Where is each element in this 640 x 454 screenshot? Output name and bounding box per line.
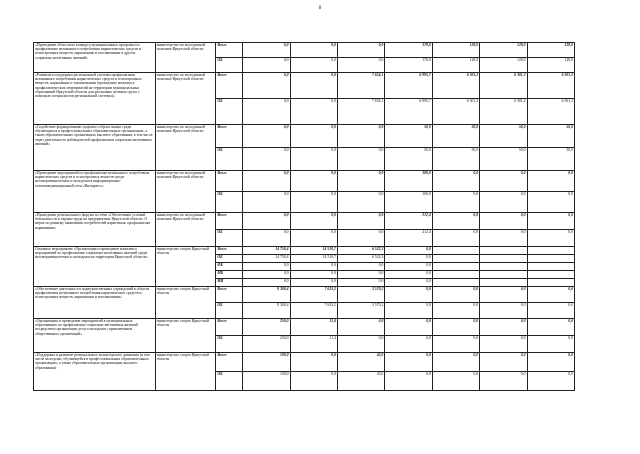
- amount-cell: 50,0: [385, 148, 432, 171]
- amount-cell: 0,0: [527, 230, 574, 247]
- amount-cell: 0,0: [337, 192, 384, 213]
- funding-source-cell: Всего: [216, 43, 243, 58]
- amount-cell: 0,0: [243, 192, 290, 213]
- amount-cell: 128,0: [527, 58, 574, 73]
- amount-cell: 14 750,4: [243, 247, 290, 255]
- amount-cell: 0,0: [527, 353, 574, 372]
- amount-cell: 50,0: [527, 125, 574, 148]
- amount-cell: 0,0: [480, 287, 527, 303]
- amount-cell: 0,0: [290, 192, 337, 213]
- amount-cell: 0,0: [290, 213, 337, 230]
- funding-source-cell: Всего: [216, 171, 243, 192]
- funding-source-cell: Всего: [216, 353, 243, 372]
- amount-cell: 0,0: [337, 271, 384, 279]
- program-name-cell: «Организация и проведение мероприятий в муниципальных образованиях по профилактике социально-негативных явлений посредством организации досуга молодежи с привлечением общественных организаций»: [34, 319, 156, 353]
- amount-cell: 128,0: [480, 43, 527, 58]
- amount-cell: 100,0: [243, 353, 290, 372]
- amount-cell: 0,0: [243, 279, 290, 287]
- amount-cell: 0,0: [432, 213, 479, 230]
- amount-cell: 212,4: [385, 213, 432, 230]
- executor-cell: министерство спорта Иркутской области: [155, 287, 216, 319]
- funding-source-cell: Всего: [216, 73, 243, 99]
- amount-cell: [527, 271, 574, 279]
- executor-cell: министерство по молодежной политике Иркутской области: [155, 43, 216, 73]
- amount-cell: 0,0: [290, 148, 337, 171]
- amount-cell: 0,0: [243, 73, 290, 99]
- amount-cell: [480, 255, 527, 263]
- amount-cell: 6 522,3: [337, 247, 384, 255]
- amount-cell: 128,0: [480, 58, 527, 73]
- amount-cell: [432, 247, 479, 255]
- amount-cell: 0,0: [527, 192, 574, 213]
- amount-cell: 0,0: [432, 230, 479, 247]
- amount-cell: 0,0: [337, 230, 384, 247]
- program-name-cell: «Проведение регионального форума по теме «Обеспечение условий безопасности и охраны труда на предприятиях Иркутской области. О мерах по раннему выявлению потребителей наркотиков, профилактике наркомании»: [34, 213, 156, 247]
- amount-cell: 0,0: [243, 58, 290, 73]
- table-row: [34, 319, 575, 336]
- program-name-cell: «Содействие формированию здорового образа жизни среди обучающихся в профессиональных образовательных организациях, а также образовательных организациях высшего образования, в том числе через деятельность наблюдателей профилактики социально-негативных явлений»: [34, 125, 156, 171]
- amount-cell: 6 301,2: [432, 73, 479, 99]
- amount-cell: 0,0: [480, 192, 527, 213]
- amount-cell: 178,0: [385, 58, 432, 73]
- funding-source-cell: Всего: [216, 287, 243, 303]
- program-name-cell: «Поддержка и развитие регионального волонтерского движения (в том числе молодежи, обучающейся в профессиональных образовательных организациях, а также образовательных организациях высшего образования): [34, 353, 156, 391]
- amount-cell: 0,0: [432, 192, 479, 213]
- amount-cell: 0,0: [337, 263, 384, 271]
- table-row: [34, 353, 575, 372]
- funding-source-cell: ОБ: [216, 336, 243, 353]
- amount-cell: 0,0: [432, 336, 479, 353]
- amount-cell: 250,0: [243, 336, 290, 353]
- amount-cell: [432, 263, 479, 271]
- amount-cell: 6 522,3: [337, 255, 384, 263]
- executor-cell: министерство спорта Иркутской области: [155, 353, 216, 391]
- amount-cell: 0,0: [480, 336, 527, 353]
- amount-cell: 0,0: [432, 372, 479, 391]
- funding-source-cell: ОБ: [216, 58, 243, 73]
- table-row: [34, 213, 575, 230]
- amount-cell: 0,0: [385, 263, 432, 271]
- amount-cell: 0,0: [337, 43, 384, 58]
- funding-source-cell: Всего: [216, 213, 243, 230]
- amount-cell: 0,0: [385, 287, 432, 303]
- amount-cell: 45,0: [337, 372, 384, 391]
- amount-cell: 50,0: [480, 125, 527, 148]
- amount-cell: 0,0: [480, 230, 527, 247]
- program-name-cell: «Проведение мероприятий по профилактике незаконного потребления наркотических средств и психотропных веществ среди несовершеннолетних и молодежи в информационно-телекоммуникационной сети «Интернет»»: [34, 171, 156, 213]
- amount-cell: 0,0: [480, 353, 527, 372]
- amount-cell: 250,0: [243, 319, 290, 336]
- amount-cell: 0,0: [432, 287, 479, 303]
- amount-cell: 50,0: [385, 125, 432, 148]
- table-row: [34, 43, 575, 58]
- amount-cell: 6 301,2: [480, 99, 527, 125]
- funding-source-cell: ФБ: [216, 263, 243, 271]
- amount-cell: 45,0: [337, 353, 384, 372]
- amount-cell: 0,0: [385, 353, 432, 372]
- executor-cell: министерство по молодежной политике Иркутской области: [155, 73, 216, 125]
- amount-cell: 0,0: [337, 58, 384, 73]
- program-name-cell: Основное мероприятие «Организация и проведение комплекса мероприятий по профилактике социально-негативных явлений среди несовершеннолетних и молодежи на территории Иркутской области»: [34, 247, 156, 287]
- funding-source-cell: ОБ: [216, 372, 243, 391]
- amount-cell: 0,0: [243, 43, 290, 58]
- funding-source-cell: МБ: [216, 271, 243, 279]
- amount-cell: 100,0: [243, 372, 290, 391]
- amount-cell: [432, 271, 479, 279]
- executor-cell: министерство по молодежной политике Иркутской области: [155, 171, 216, 213]
- amount-cell: [480, 247, 527, 255]
- amount-cell: 0,0: [290, 230, 337, 247]
- amount-cell: 0,0: [290, 372, 337, 391]
- table-row: [34, 171, 575, 192]
- amount-cell: [527, 247, 574, 255]
- amount-cell: 0,0: [527, 319, 574, 336]
- amount-cell: 7 654,1: [337, 73, 384, 99]
- funding-source-cell: ОБ: [216, 148, 243, 171]
- amount-cell: 6 995,7: [385, 73, 432, 99]
- amount-cell: 11,4: [290, 319, 337, 336]
- amount-cell: 0,0: [527, 287, 574, 303]
- amount-cell: 0,0: [337, 171, 384, 192]
- table-row: [34, 125, 575, 148]
- amount-cell: 6 995,7: [385, 99, 432, 125]
- program-name-cell: «Проведение областного конкурса муниципальных программ по профилактике незаконного потребления наркотических средств и психотропных веществ, наркомании и токсикомании и других социально-негативных явлений»: [34, 43, 156, 73]
- amount-cell: 0,0: [243, 263, 290, 271]
- amount-cell: 7 633,2: [290, 287, 337, 303]
- amount-cell: [432, 255, 479, 263]
- amount-cell: 0,0: [290, 73, 337, 99]
- amount-cell: 0,0: [527, 213, 574, 230]
- amount-cell: 0,0: [290, 171, 337, 192]
- table-row: [34, 247, 575, 255]
- amount-cell: 3 570,2: [337, 287, 384, 303]
- amount-cell: 0,0: [480, 213, 527, 230]
- table-row: [34, 73, 575, 99]
- amount-cell: 0,0: [432, 171, 479, 192]
- amount-cell: 100,0: [385, 192, 432, 213]
- amount-cell: 0,0: [337, 336, 384, 353]
- amount-cell: 0,0: [385, 336, 432, 353]
- amount-cell: 0,0: [337, 319, 384, 336]
- executor-cell: министерство спорта Иркутской области: [155, 247, 216, 287]
- amount-cell: 0,0: [243, 230, 290, 247]
- amount-cell: 0,0: [290, 43, 337, 58]
- amount-cell: 6 301,2: [432, 99, 479, 125]
- amount-cell: 7 633,2: [290, 303, 337, 319]
- amount-cell: 14 510,7: [290, 247, 337, 255]
- funding-source-cell: Всего: [216, 247, 243, 255]
- amount-cell: 0,0: [385, 247, 432, 255]
- amount-cell: 0,0: [527, 372, 574, 391]
- amount-cell: 0,0: [243, 213, 290, 230]
- funding-source-cell: Всего: [216, 125, 243, 148]
- amount-cell: 0,0: [290, 125, 337, 148]
- amount-cell: 3 570,2: [337, 303, 384, 319]
- amount-cell: [527, 279, 574, 287]
- amount-cell: 0,0: [337, 213, 384, 230]
- amount-cell: 0,0: [243, 99, 290, 125]
- funding-source-cell: Всего: [216, 319, 243, 336]
- amount-cell: 0,0: [480, 372, 527, 391]
- amount-cell: [527, 255, 574, 263]
- program-name-cell: «Развитие и поддержка региональной системы профилактики незаконного потребления наркотических средств и психотропных веществ, наркомании и токсикомании (проведение комплекса профилактических мероприятий на территории муниципальных образований Иркутской области для различных целевых групп с помощью специалистов региональной системы)»: [34, 73, 156, 125]
- funding-source-cell: ОБ: [216, 99, 243, 125]
- amount-cell: 50,0: [432, 148, 479, 171]
- amount-cell: 8 300,4: [243, 287, 290, 303]
- amount-cell: [527, 263, 574, 271]
- amount-cell: 0,0: [527, 171, 574, 192]
- amount-cell: 0,0: [385, 303, 432, 319]
- amount-cell: 0,0: [243, 271, 290, 279]
- amount-cell: 50,0: [432, 125, 479, 148]
- funding-source-cell: ОБ: [216, 192, 243, 213]
- amount-cell: 0,0: [243, 125, 290, 148]
- amount-cell: 128,0: [527, 43, 574, 58]
- amount-cell: [432, 279, 479, 287]
- amount-cell: 14 750,4: [243, 255, 290, 263]
- executor-cell: министерство спорта Иркутской области: [155, 319, 216, 353]
- amount-cell: 0,0: [337, 279, 384, 287]
- amount-cell: 100,0: [385, 171, 432, 192]
- amount-cell: 0,0: [290, 263, 337, 271]
- amount-cell: 50,0: [527, 148, 574, 171]
- budget-table: [33, 42, 575, 391]
- amount-cell: 0,0: [432, 303, 479, 319]
- amount-cell: 212,4: [385, 230, 432, 247]
- amount-cell: [480, 263, 527, 271]
- program-name-cell: «Обеспечение деятельности подведомственных учреждений в области профилактики незаконного потребления наркотических средств и психотропных веществ, наркомании и токсикомании»: [34, 287, 156, 319]
- amount-cell: 0,0: [385, 271, 432, 279]
- funding-source-cell: ОБ: [216, 230, 243, 247]
- amount-cell: 6 301,2: [527, 99, 574, 125]
- amount-cell: 0,0: [243, 148, 290, 171]
- amount-cell: 0,0: [385, 319, 432, 336]
- amount-cell: 0,0: [385, 372, 432, 391]
- amount-cell: 0,0: [290, 58, 337, 73]
- amount-cell: 0,0: [337, 125, 384, 148]
- amount-cell: 0,0: [290, 279, 337, 287]
- amount-cell: 0,0: [432, 353, 479, 372]
- amount-cell: 50,0: [480, 148, 527, 171]
- amount-cell: 0,0: [290, 353, 337, 372]
- amount-cell: 11,4: [290, 336, 337, 353]
- amount-cell: 0,0: [385, 255, 432, 263]
- amount-cell: [480, 271, 527, 279]
- amount-cell: 128,0: [432, 43, 479, 58]
- funding-source-cell: ИИ: [216, 279, 243, 287]
- amount-cell: 0,0: [480, 171, 527, 192]
- amount-cell: 0,0: [290, 99, 337, 125]
- table-row: [34, 287, 575, 303]
- amount-cell: 7 654,1: [337, 99, 384, 125]
- amount-cell: 128,0: [432, 58, 479, 73]
- amount-cell: [480, 279, 527, 287]
- amount-cell: 0,0: [432, 319, 479, 336]
- executor-cell: министерство по молодежной политике Иркутской области: [155, 125, 216, 171]
- amount-cell: 0,0: [480, 303, 527, 319]
- amount-cell: 178,0: [385, 43, 432, 58]
- amount-cell: 0,0: [385, 279, 432, 287]
- amount-cell: 0,0: [290, 271, 337, 279]
- amount-cell: 0,0: [337, 148, 384, 171]
- executor-cell: министерство по молодежной политике Иркутской области: [155, 213, 216, 247]
- amount-cell: 6 301,2: [480, 73, 527, 99]
- page-number: 8: [318, 6, 322, 11]
- amount-cell: 0,0: [243, 171, 290, 192]
- funding-source-cell: ОБ: [216, 303, 243, 319]
- amount-cell: 0,0: [527, 336, 574, 353]
- funding-source-cell: ОБ: [216, 255, 243, 263]
- amount-cell: 14 510,7: [290, 255, 337, 263]
- amount-cell: 6 301,2: [527, 73, 574, 99]
- amount-cell: 0,0: [480, 319, 527, 336]
- amount-cell: 0,0: [527, 303, 574, 319]
- amount-cell: 8 300,4: [243, 303, 290, 319]
